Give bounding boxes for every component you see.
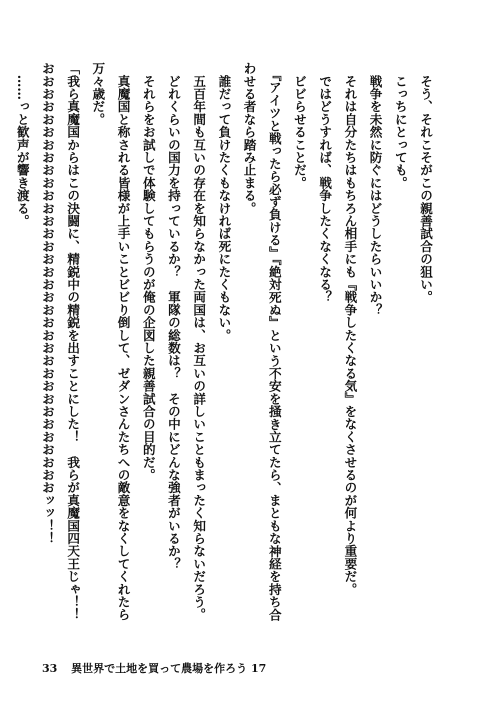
book-title: 異世界で土地を買って農場を作ろう 17: [71, 662, 267, 675]
text-line: それは自分たちはもちろん相手にも『戦争したくなる気』をなくさせるのが何より重要だ。: [342, 62, 358, 596]
text-line: おおおおおおおおおおおおおおおおおおおおおおおおおおおおおおおおおおッッ！！: [39, 62, 55, 545]
text-line: どれくらいの国力を持っているか？ 軍隊の総数は？ その中にどんな強者がいるか？: [165, 62, 181, 570]
text-line: そう、それこそがこの親善試合の狙い。: [418, 62, 433, 304]
text-line: 万々歳だ。: [90, 62, 106, 126]
text-line: 『アイツと戦ったら必ず負ける』『絶対死ぬ』という不安を掻き立てたら、まともな神経を持ち合: [266, 62, 282, 621]
vertical-text-body: [14, 62, 438, 642]
text-line: こっちにとっても。: [392, 62, 408, 189]
page-footer: [42, 660, 266, 676]
text-line: ……っと歓声が響き渡る。: [14, 62, 30, 228]
text-line: それらをお試しで体験してもらうのが俺の企図した親善試合の目的だ。: [140, 62, 156, 482]
text-line: わせる者なら踏み止まる。: [241, 62, 257, 215]
page-number: 33: [42, 662, 58, 675]
text-line: ビビらせることだ。: [291, 62, 307, 189]
text-line: 五百年間も互いの存在を知らなかった両国は、お互いの詳しいこともまったく知らないだろう。: [191, 62, 207, 621]
text-line: 真魔国と称される皆様が上手いことビビり倒して、ゼダンさんたちへの敵意をなくしてくれたら: [115, 62, 131, 621]
text-line: 「我ら真魔国からはこの決闘に、精鋭中の精鋭を出すことにした！ 我らが真魔国四天王じゃ！！: [65, 62, 81, 621]
text-line: ではどうすれば、戦争したくなくなる？: [317, 62, 333, 304]
text-line: 誰だって負けたくもなければ死にたくもない。: [216, 62, 232, 342]
text-line: 戦争を未然に防ぐにはどうしたらいいか？: [367, 62, 383, 316]
